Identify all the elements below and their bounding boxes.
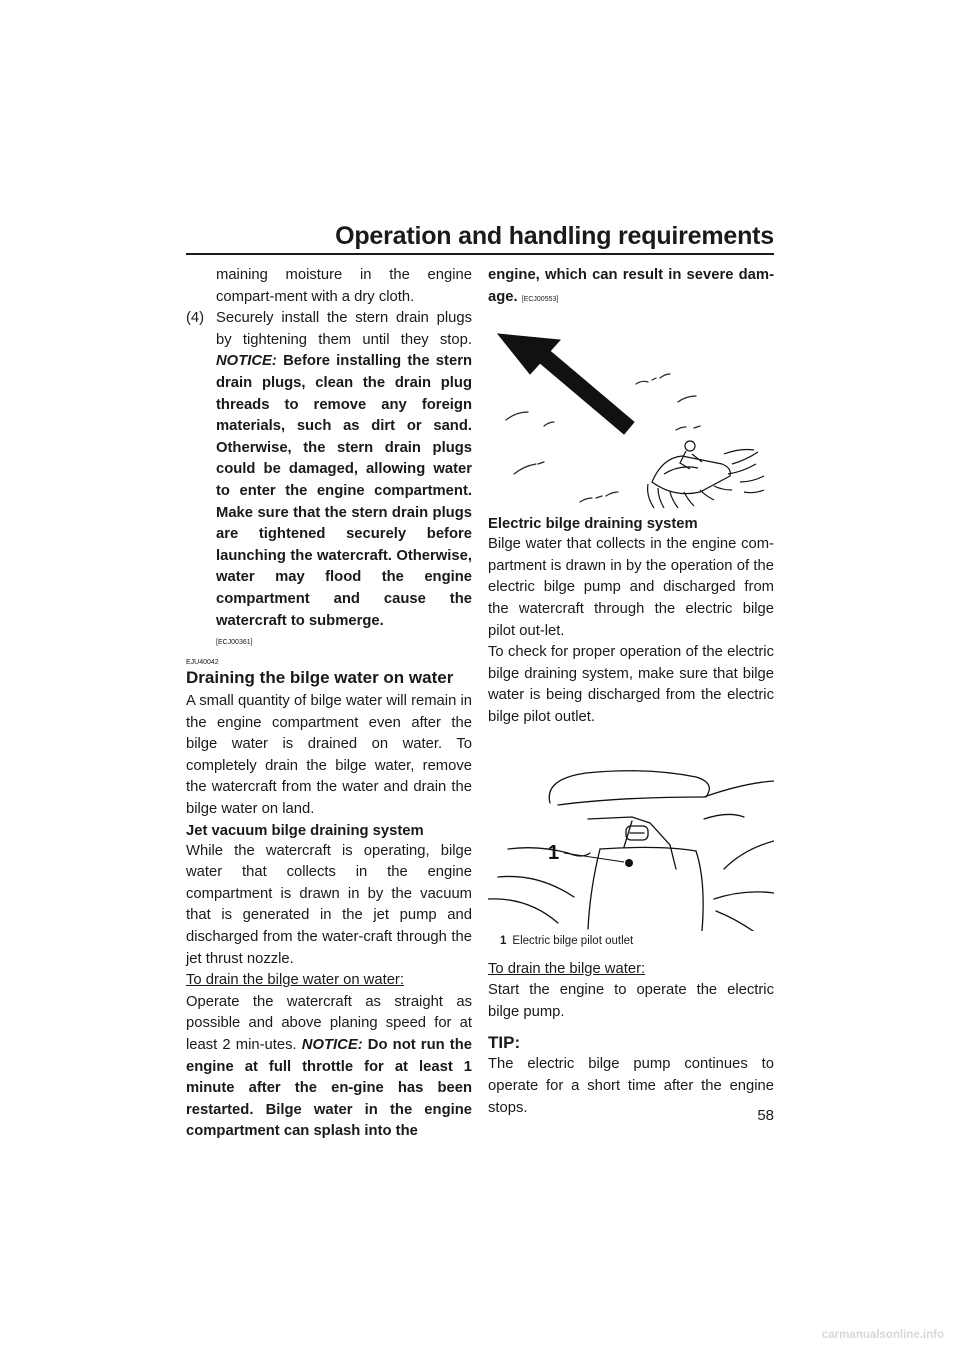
- tip-text: The electric bilge pump continues to operate for a short time after the engine stops.: [488, 1056, 774, 1116]
- drain-notice-text: Do not run the engine at full throttle for at least 1 minute after the en-gine has been restarted. Bilge water in the engine compartment can splash into the: [186, 1037, 472, 1140]
- section-intro: A small quantity of bilge water will remain in the engine compartment even after the bilge water is drained on water. To completely drain the bilge water, remove the watercraft from the water and drain the bilge water on land.: [186, 693, 472, 818]
- caption-text: Electric bilge pilot outlet: [512, 934, 634, 947]
- section-code: EJU40042: [186, 659, 219, 667]
- notice-label: NOTICE:: [216, 353, 277, 370]
- watercraft-direction-illustration: [488, 314, 774, 514]
- left-column: [186, 265, 472, 1143]
- electric-bilge-text-1: Bilge water that collects in the engine com-partment is drawn in by the operation of the electric bilge pump and discharged from the watercraft through the electric bilge pilot out-let.: [488, 536, 774, 639]
- water-strokes: [506, 374, 700, 502]
- drain-notice-label: NOTICE:: [301, 1037, 363, 1053]
- page-number: 58: [757, 1107, 774, 1124]
- continuation-text: maining moisture in the engine compart-ment with a dry cloth.: [216, 267, 472, 305]
- step-number: (4): [186, 310, 205, 327]
- bilge-pilot-outlet-icon: [625, 859, 633, 867]
- jet-vacuum-text: While the watercraft is operating, bilge water that collects in the engine compartment is drawn in by the vacuum that is generated in the jet pump and discharged from the water-craft through the jet thrust nozzle.: [186, 842, 472, 967]
- watercraft-icon: [648, 441, 764, 508]
- drain-instruction: Operate the watercraft as straight as possible and above planing speed for at least 2 min-utes.: [186, 993, 472, 1053]
- step-4-text: [216, 308, 472, 632]
- watercraft-illustration: [488, 314, 774, 514]
- electric-bilge-heading: Electric bilge draining system: [488, 516, 698, 533]
- drain-bilge-heading: To drain the bilge water:: [488, 960, 646, 977]
- section-title: Draining the bilge water on water: [186, 668, 454, 688]
- stern-outlet-illustration: [488, 749, 774, 931]
- caption-number: 1: [500, 934, 507, 947]
- page-header-title: Operation and handling requirements: [335, 222, 774, 250]
- step-4-instruction: Securely install the stern drain plugs by tightening them until they stop.: [216, 310, 472, 348]
- jet-vacuum-heading: Jet vacuum bilge draining system: [186, 822, 424, 839]
- right-column: [488, 265, 774, 1119]
- drain-on-water-text: [186, 992, 472, 1143]
- notice-continuation-text: engine, which can result in severe dam-age.: [488, 267, 774, 305]
- electric-bilge-text-2: To check for proper operation of the electric bilge draining system, make sure that bilge water is being discharged from the electric bilge pilot outlet.: [488, 644, 774, 725]
- notice-continuation-code: [ECJ00553]: [521, 295, 559, 303]
- header-rule: [186, 253, 774, 255]
- direction-arrow-icon: [498, 334, 634, 434]
- callout-number: 1: [548, 841, 560, 864]
- callout-leader-line: [564, 853, 624, 862]
- bilge-outlet-illustration: [488, 749, 774, 931]
- drain-bilge-text: Start the engine to operate the electric bilge pump.: [488, 982, 774, 1020]
- notice-text: Before installing the stern drain plugs, clean the drain plug threads to remove any foreign materials, such as dirt or sand. Otherwise, the stern drain plugs could be damaged, allowing water to enter the engine compartment. Make sure that the stern drain plugs are tightened securely before launching the watercraft. Otherwise, water may flood the engine compartment and cause the watercraft to submerge.: [216, 353, 472, 629]
- step-4: [186, 308, 472, 632]
- drain-on-water-heading: To drain the bilge water on water:: [186, 972, 404, 989]
- notice-code: [ECJ00361]: [216, 639, 253, 647]
- figure-caption: [500, 933, 774, 949]
- watermark: carmanualsonline.info: [821, 1329, 944, 1341]
- notice-continuation: [488, 265, 774, 310]
- tip-label: TIP:: [488, 1033, 521, 1053]
